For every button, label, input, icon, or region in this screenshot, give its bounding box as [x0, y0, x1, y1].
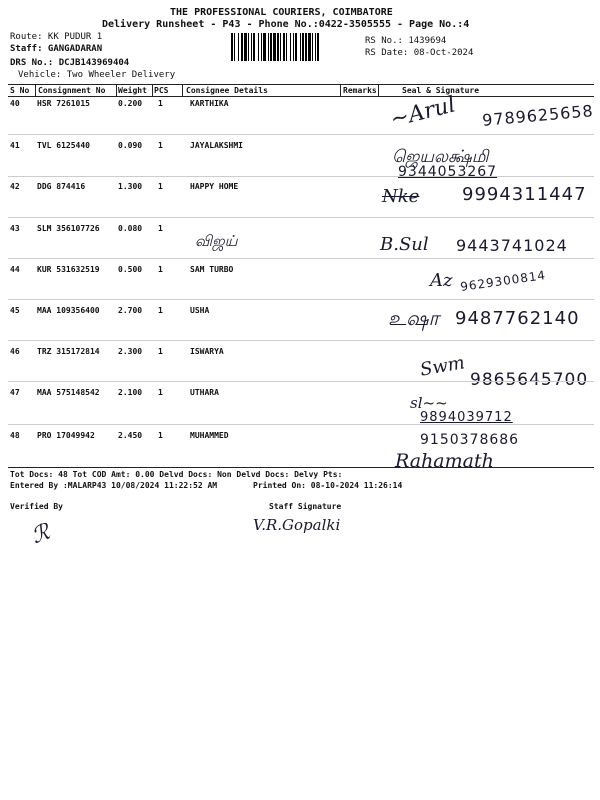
row-pcs: 1 — [158, 306, 163, 315]
row-pcs: 1 — [158, 99, 163, 108]
barcode-bar — [263, 33, 266, 61]
row-consignee: SAM TURBO — [190, 265, 234, 274]
col-divider — [182, 84, 183, 97]
barcode-bar — [280, 33, 281, 61]
handwritten-phone: 9344053267 — [398, 164, 498, 180]
row-consignee: ISWARYA — [190, 347, 224, 356]
handwritten-phone: 9894039712 — [420, 410, 513, 425]
row-consignee: JAYALAKSHMI — [190, 141, 243, 150]
signature-mark: ஜெயலக்ஷ்மி — [392, 147, 489, 167]
row-consignment: PRO 17049942 — [37, 431, 95, 440]
vehicle-label: Vehicle: Two Wheeler Delivery — [18, 70, 176, 80]
row-consignment: TRZ 315172814 — [37, 347, 100, 356]
col-header-consignment: Consignment No — [38, 86, 106, 95]
row-divider — [8, 424, 594, 425]
row-divider — [8, 217, 594, 218]
row-pcs: 1 — [158, 224, 163, 233]
row-pcs: 1 — [158, 388, 163, 397]
col-header-weight: Weight — [118, 86, 147, 95]
barcode-bar — [253, 33, 255, 61]
barcode-bar — [312, 33, 313, 61]
handwritten-phone: 9629300814 — [459, 268, 547, 294]
barcode-bar — [317, 33, 319, 61]
table-bottom-rule — [8, 467, 594, 468]
row-consignment: DDG 874416 — [37, 182, 86, 191]
row-consignment: HSR 7261015 — [37, 99, 90, 108]
barcode-bar — [302, 33, 304, 61]
barcode-image — [231, 33, 358, 61]
rs-number: RS No.: 1439694 — [365, 36, 447, 46]
row-weight: 0.080 — [118, 224, 143, 233]
signature-mark: sl~~ — [410, 394, 448, 412]
row-consignment: MAA 109356400 — [37, 306, 100, 315]
barcode-bar — [251, 33, 252, 61]
barcode-bar — [268, 33, 269, 61]
verified-by-label: Verified By — [10, 502, 63, 511]
handwritten-phone: 9789625658 — [481, 101, 595, 130]
col-header-consignee: Consignee Details — [186, 86, 268, 95]
handwritten-name: உஷா — [388, 306, 439, 330]
col-divider — [116, 84, 117, 97]
handwritten-phone: 9487762140 — [455, 308, 580, 329]
row-weight: 1.300 — [118, 182, 143, 191]
barcode-bar — [241, 33, 243, 61]
barcode-bar — [293, 33, 294, 61]
rs-date: RS Date: 08-Oct-2024 — [365, 48, 474, 58]
row-sno: 48 — [10, 431, 20, 440]
col-header-remarks: Remarks — [343, 86, 377, 95]
totals-line: Tot Docs: 48 Tot COD Amt: 0.00 Delvd Docs: Non Delvd Docs: Delvy Pts: — [10, 470, 343, 479]
handwritten-phone: 9443741024 — [456, 236, 568, 255]
barcode-bar — [308, 33, 311, 61]
staff-signature-label: Staff Signature — [269, 502, 342, 511]
row-weight: 2.450 — [118, 431, 143, 440]
barcode-bar — [261, 33, 262, 61]
barcode-bar — [270, 33, 272, 61]
signature-mark: B.Sul — [380, 234, 429, 255]
handwritten-phone: 9150378686 — [420, 432, 520, 448]
row-weight: 2.700 — [118, 306, 143, 315]
handwritten-phone: 9865645700 — [470, 370, 589, 390]
route-label: Route: KK PUDUR 1 — [10, 32, 103, 42]
row-weight: 0.200 — [118, 99, 143, 108]
row-consignee: HAPPY HOME — [190, 182, 239, 191]
barcode-bar — [286, 33, 287, 61]
signature-mark: ~Arul — [387, 92, 459, 133]
staff-signature-mark: V.R.Gopalki — [253, 516, 341, 534]
barcode-bar — [295, 33, 297, 61]
barcode-bar — [231, 33, 233, 61]
row-weight: 0.090 — [118, 141, 143, 150]
row-divider — [8, 258, 594, 259]
row-divider — [8, 299, 594, 300]
barcode-bar — [315, 33, 316, 61]
row-sno: 46 — [10, 347, 20, 356]
barcode-bar — [300, 33, 301, 61]
col-divider — [378, 84, 379, 97]
barcode-bar — [258, 33, 259, 61]
row-sno: 40 — [10, 99, 20, 108]
row-pcs: 1 — [158, 347, 163, 356]
signature-mark: Nke — [382, 186, 420, 207]
col-divider — [340, 84, 341, 97]
row-consignee: MUHAMMED — [190, 431, 229, 440]
barcode-bar — [248, 33, 249, 61]
handwritten-name: Rahamath — [395, 450, 494, 472]
col-header-pcs: PCS — [154, 86, 169, 95]
row-consignee: KARTHIKA — [190, 99, 229, 108]
staff-label: Staff: GANGADARAN — [10, 44, 103, 54]
row-sno: 45 — [10, 306, 20, 315]
barcode-bar — [238, 33, 239, 61]
row-divider — [8, 134, 594, 135]
verifier-signature: ℛ — [28, 519, 54, 550]
col-divider — [35, 84, 36, 97]
row-sno: 42 — [10, 182, 20, 191]
barcode-bar — [283, 33, 285, 61]
col-divider — [152, 84, 153, 97]
row-sno: 47 — [10, 388, 20, 397]
row-pcs: 1 — [158, 265, 163, 274]
company-name: THE PROFESSIONAL COURIERS, COIMBATORE — [170, 7, 393, 18]
row-consignment: SLM 356107726 — [37, 224, 100, 233]
table-header-rule — [8, 96, 594, 97]
row-pcs: 1 — [158, 141, 163, 150]
row-sno: 44 — [10, 265, 20, 274]
row-consignment: TVL 6125440 — [37, 141, 90, 150]
handwritten-consignee: விஜய் — [195, 232, 238, 250]
signature-mark: Az — [430, 270, 453, 291]
row-divider — [8, 381, 594, 382]
row-divider — [8, 340, 594, 341]
barcode-bar — [273, 33, 276, 61]
row-divider — [8, 176, 594, 177]
col-header-sno: S No — [10, 86, 30, 95]
signature-mark: Swm — [418, 352, 467, 381]
row-weight: 0.500 — [118, 265, 143, 274]
row-sno: 43 — [10, 224, 20, 233]
row-consignee: UTHARA — [190, 388, 219, 397]
row-consignment: KUR 531632519 — [37, 265, 100, 274]
col-header-seal-signature: Seal & Signature — [402, 86, 480, 95]
barcode-bar — [244, 33, 247, 61]
row-weight: 2.300 — [118, 347, 143, 356]
printed-on: Printed On: 08-10-2024 11:26:14 — [253, 481, 403, 490]
table-top-rule — [8, 84, 594, 85]
handwritten-phone: 9994311447 — [462, 184, 587, 205]
row-consignment: MAA 575148542 — [37, 388, 100, 397]
barcode-bar — [305, 33, 307, 61]
runsheet-title: Delivery Runsheet - P43 - Phone No.:0422-3505555 - Page No.:4 — [102, 19, 470, 30]
row-pcs: 1 — [158, 182, 163, 191]
row-sno: 41 — [10, 141, 20, 150]
barcode-bar — [277, 33, 279, 61]
row-weight: 2.100 — [118, 388, 143, 397]
barcode-bar — [234, 33, 235, 61]
entered-by: Entered By :MALARP43 10/08/2024 11:22:52 AM — [10, 481, 218, 490]
row-pcs: 1 — [158, 431, 163, 440]
row-consignee: USHA — [190, 306, 210, 315]
drs-number: DRS No.: DCJB143969404 — [10, 58, 130, 68]
barcode-bar — [290, 33, 291, 61]
